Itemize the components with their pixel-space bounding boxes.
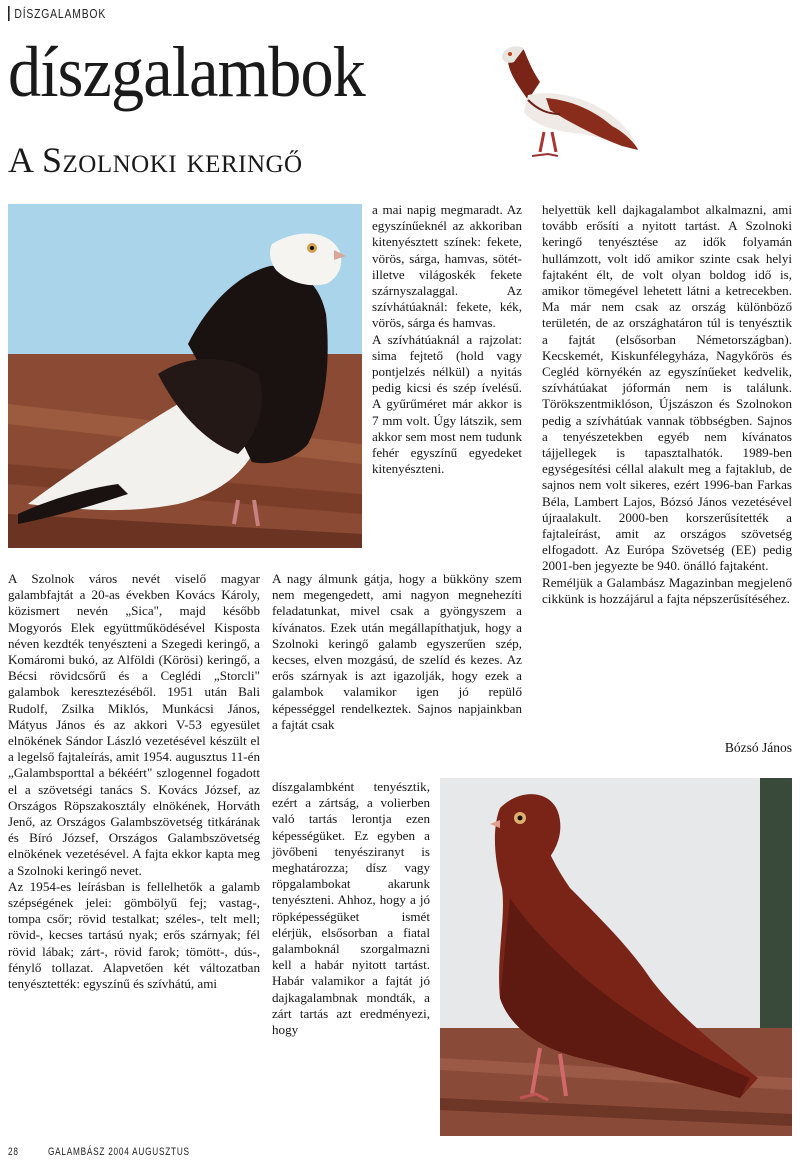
paragraph: A szívhátúaknál a rajzolat: sima fejtető (hold vagy pontjelzés nélkül) a nyitás pedig kicsi és szép ívelésű. A gyűrűméret már akkor is 7 mm volt. Úgy látszik, sem akkor sem most nem tudunk fehér egyszínű egyedeket kitenyészteni. bbox=[372, 331, 522, 477]
paragraph: A Szolnok város nevét viselő magyar galambfajtát a 20-as években Kovács Károly, közismert nevén „Sica", majd később Mogyorós Elek együttműködésével Kisposta néven kezdték tenyészteni a Szegedi keringő, a Komáromi bukó, az Alföldi (Körösi) keringő, a Bécsi rövidcsőrű és a Ceglédi „Storcli" galambok keresztezéséből. 1951 után Bali Rudolf, Zsilka Miklós, Munkácsi János, Mátyus János és az akkori V-53 egyesület elnökének Sándor László vezetésével készült el a legelső fajtaleírás, amit 1954. augusztus 11-én „Galambsporttal a békéért" szlogennel fogadott el a szövetségi tanács S. Kovács József, az Országos Röpszakosztály elnökének, Horváth Jenő, az Országos Galambszövetség titkárának és Bíró József, Országos Galambszövetség elnökének vezetésével. A fajta ekkor kapta meg a Szolnoki keringő nevet. bbox=[8, 571, 260, 878]
paragraph: helyettük kell dajkagalambot alkalmazni, ami tovább erősíti a nyitott tartást. A Szolnoki keringő tenyésztése az idők folyamán hullámzott, volt idő amikor szinte csak helyi fajtaként élt, de volt olyan boldog idő is, amikor tömegével lehetett látni a ketrecekben. Ma már nem csak az ország különböző területén, de az országhatáron túl is tenyésztik a fajtát (elsősorban Németországban). Kecskemét, Kiskunfélegyháza, Nagykőrös és Cegléd környékén az egyszínűeket kedvelik, szívhátúakat jóformán nem is találunk. Törökszentmiklóson, Újszászon és Szolnokon pedig a szívhátúak vannak többségben. Sajnos a tenyészetekben egyéb nem kívánatos tájjellegek is tapasztalhatók. 1989-ben egységesítési céllal alakult meg a fajtaklub, de sajnos nem volt sikeres, ezért 1996-ban Farkas Béla, Lambert Lajos, Bózsó János vezetésével újraalakult. 2000-ben korszerűsítették a fajtaleírást, amit az országos szövetség elfogadott. Az Európa Szövetség (EE) pedig 2001-ben jegyezte be 940. önálló fajtaként. bbox=[542, 202, 792, 574]
paragraph: A nagy álmunk gátja, hogy a bükköny szem nem megengedett, ami nagyon megnehezíti feladatunkat, mivel csak a gyöngyszem a kívánatos. Ezek után megállapíthatjuk, hogy a Szolnoki keringő galamb egyszerűen szép, kecses, elven mozgású, de szelíd és kezes. Az erős szárnyak is azt igazolják, hogy ezek a galambok valamikor igen jó repülő képességgel rendelkeztek. Sajnos napjainkban a fajtát csak bbox=[272, 571, 522, 732]
article-subtitle: A Szolnoki keringő bbox=[8, 140, 303, 180]
article-column-2-bottom bbox=[272, 779, 430, 1038]
section-label: DÍSZGALAMBOK bbox=[8, 6, 106, 21]
pigeon-small-icon bbox=[488, 40, 648, 172]
page-number: 28 bbox=[8, 1146, 19, 1158]
paragraph: Az 1954-es leírásban is fellelhetők a galamb szépségének jelei: gömbölyű fej; vastag-, tompa csőr; rövid testalkat; széles-, telt mell; rövid-, kecses tartású nyak; erős szárnyak; fél rövid lábak; zárt-, rövid farok; tömött-, dús-, fénylő tollazat. Alapvetően két változatban tenyésztették: egyszínű és szívhátú, ami bbox=[8, 878, 260, 992]
paragraph: Reméljük a Galambász Magazinban megjelenő cikkünk is hozzájárul a fajta népszerűsítéséhez. bbox=[542, 574, 792, 606]
magazine-footer: GALAMBÁSZ 2004 AUGUSZTUS bbox=[48, 1146, 190, 1158]
white-black-pigeon-photo bbox=[8, 204, 362, 548]
article-column-3 bbox=[542, 202, 792, 607]
page-title: díszgalambok bbox=[8, 32, 365, 112]
article-column-2-middle bbox=[272, 571, 522, 733]
paragraph: a mai napig megmaradt. Az egyszínűeknél az akkoriban kitenyésztett színek: fekete, vörös, sárga, hamvas, sötét-illetve világoskék fekete szárnyszalaggal. Az szívhátúaknál: fekete, kék, vörös, sárga és hamvas. bbox=[372, 202, 522, 331]
article-column-2-top bbox=[372, 202, 522, 477]
article-author: Bózsó János bbox=[724, 740, 792, 755]
article-column-1 bbox=[8, 571, 260, 992]
paragraph: díszgalambként tenyésztik, ezért a zártság, a volierben való tartás lerontja ezen képességüket. Ez egyben a jövőbeni tenyésziranyt is meghatározza; dísz vagy röpgalambokat akarunk tenyészteni. Ahhoz, hogy a jó röpképességüket ismét elérjük, elsősorban a fiatal galamboknál szorgalmazni kell a habár nyitott tartást. Habár valamikor a fajtát jó dajkagalambnak mondták, a zárt tartás azt eredményezi, hogy bbox=[272, 779, 430, 1038]
red-pigeon-photo bbox=[440, 778, 792, 1136]
